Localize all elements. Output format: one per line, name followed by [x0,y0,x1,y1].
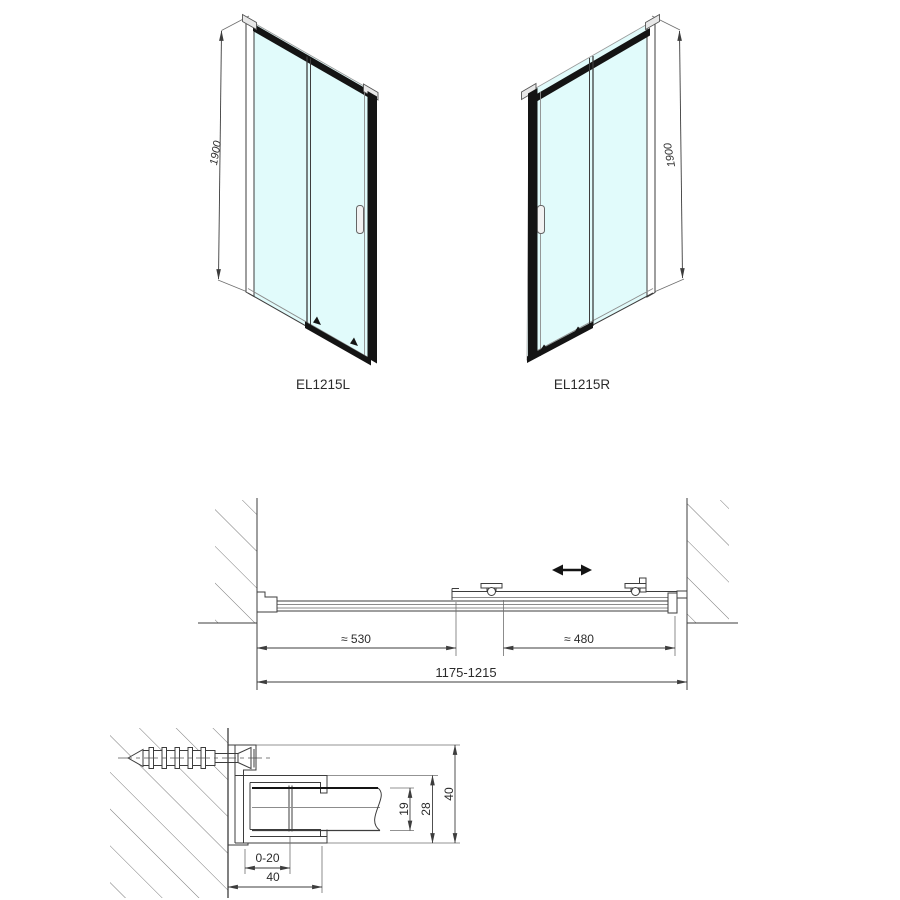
dimension-0-20: 0-20 [255,851,280,865]
door-handle [357,206,364,234]
glass-panel-left-door [247,19,371,362]
wall-anchor-screw [118,748,270,769]
section-dimensions [228,745,456,893]
dimension-40-height: 40 [442,787,456,801]
roller-carriage [625,578,646,596]
fixed-panel-plan [277,601,670,611]
dimension-28: 28 [419,802,433,816]
roller-carriage [481,584,502,596]
wall-profile-plan-right [668,593,677,613]
dimension-530: ≈ 530 [341,632,371,646]
door-right [522,15,660,364]
section-view [110,728,460,898]
height-dimension-left [208,16,250,293]
elevation-left-view [208,15,378,393]
dimension-480: ≈ 480 [564,632,594,646]
wall-right [687,498,738,690]
sliding-door-stile [528,88,538,361]
plan-view [198,498,738,690]
dimension-1900-right: 1900 [661,141,679,169]
sliding-door-stile [368,91,378,364]
dimension-19: 19 [397,802,411,816]
glass-break-line [375,788,382,831]
wall-profile-strip [647,19,655,297]
glass-section [252,786,381,832]
dimension-1900-left: 1900 [207,139,225,167]
wall-profile-strip [246,18,254,297]
elevation-right-view [522,15,685,393]
dimension-40-width: 40 [266,870,280,884]
door-handle [538,206,545,234]
plan-dimensions [257,600,687,682]
height-dimension-right [652,16,684,293]
door-left [243,15,379,366]
view-label-left: EL1215L [295,377,351,392]
view-label-right: EL1215R [553,377,611,392]
dimension-total-width: 1175-1215 [435,665,497,680]
wall-left [198,498,257,690]
slide-direction-arrow [552,565,592,576]
wall-profile-plan-left [257,592,277,612]
